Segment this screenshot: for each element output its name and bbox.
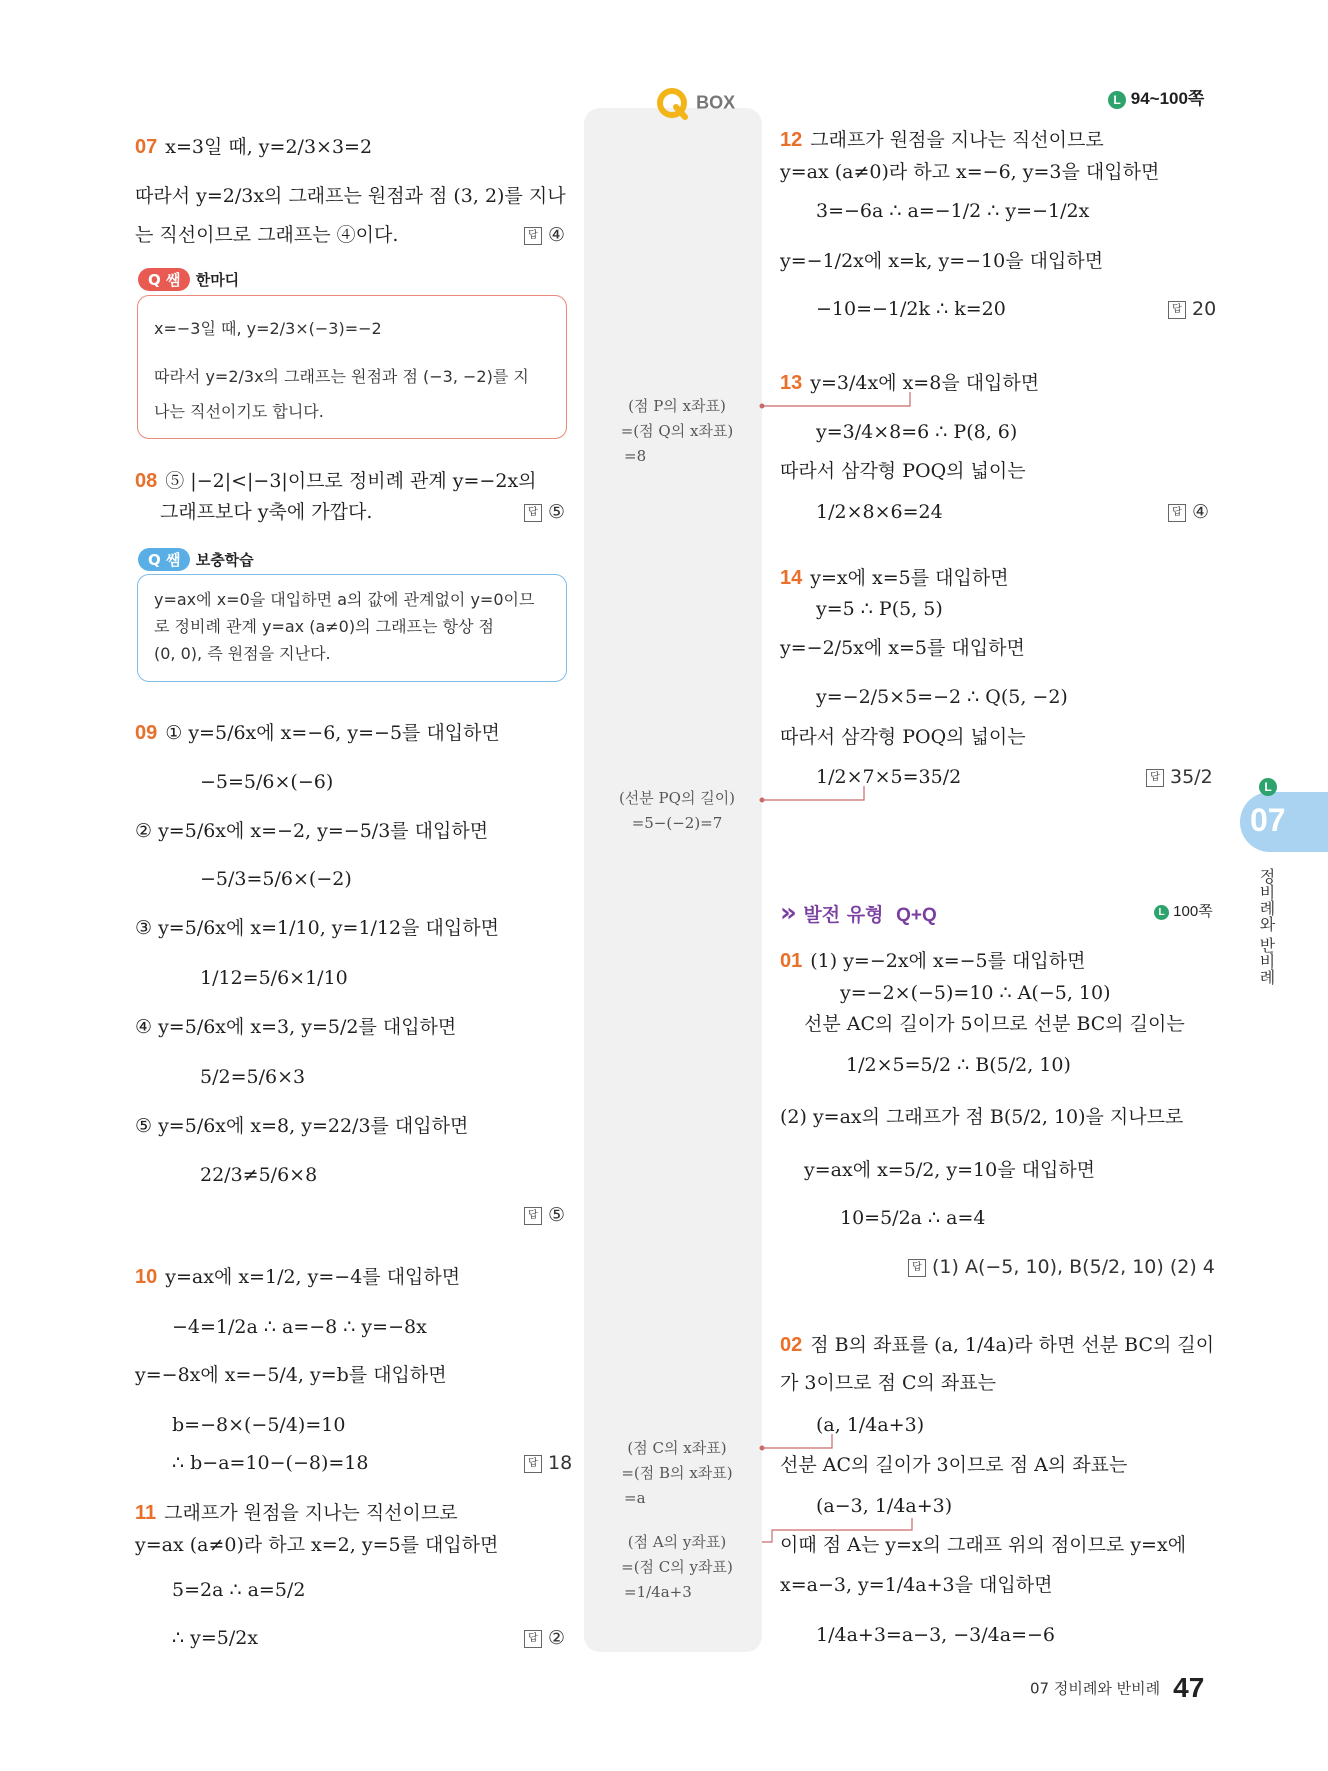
p02-line8: 1/4a+3=a−3, −3/4a=−6 bbox=[816, 1624, 1056, 1646]
p14-line1 bbox=[780, 563, 1009, 593]
p12-line1 bbox=[780, 125, 1104, 155]
answer-icon: 답 bbox=[908, 1259, 926, 1277]
answer-icon: 답 bbox=[524, 504, 542, 522]
problem-number: 07 bbox=[135, 136, 158, 158]
footer-chapter: 07 정비례와 반비례 bbox=[1030, 1679, 1161, 1698]
p11-line4: ∴ y=5/2x bbox=[172, 1627, 259, 1649]
p12-answer bbox=[1168, 294, 1216, 324]
p01-line4: 1/2×5=5/2 ∴ B(5/2, 10) bbox=[846, 1054, 1071, 1076]
p08-text1: ⑤ |−2|<|−3|이므로 정비례 관계 y=−2x의 bbox=[165, 470, 537, 492]
p12-line5: −10=−1/2k ∴ k=20 bbox=[816, 298, 1006, 320]
memo3-line3: =a bbox=[624, 1489, 646, 1507]
p13-answer-value: ④ bbox=[1192, 501, 1210, 523]
p14-line4: y=−2/5×5=−2 ∴ Q(5, −2) bbox=[816, 686, 1068, 708]
p02-line5: (a−3, 1/4a+3) bbox=[816, 1495, 953, 1517]
p09-line8: 5/2=5/6×3 bbox=[200, 1066, 306, 1088]
p14-line3: y=−2/5x에 x=5를 대입하면 bbox=[780, 637, 1025, 659]
p02-line2: 가 3이므로 점 C의 좌표는 bbox=[780, 1372, 996, 1394]
p13-line4: 1/2×8×6=24 bbox=[816, 501, 943, 523]
memo4-line1: (점 A의 y좌표) bbox=[627, 1533, 727, 1551]
p09-line2: −5=5/6×(−6) bbox=[200, 771, 334, 793]
p09-line5: ③ y=5/6x에 x=1/10, y=1/12을 대입하면 bbox=[135, 917, 499, 939]
callout2-title: 보충학습 bbox=[195, 551, 254, 569]
p07-line3: 는 직선이므로 그래프는 ④이다. bbox=[135, 224, 399, 246]
p01-text1: (1) y=−2x에 x=−5를 대입하면 bbox=[810, 950, 1086, 972]
p02-line7: x=a−3, y=1/4a+3을 대입하면 bbox=[780, 1574, 1053, 1596]
p02-line3: (a, 1/4a+3) bbox=[816, 1414, 925, 1436]
answer-icon: 답 bbox=[1146, 769, 1164, 787]
connector-dot bbox=[760, 1446, 765, 1451]
p12-line2: y=ax (a≠0)라 하고 x=−6, y=3을 대입하면 bbox=[780, 161, 1160, 183]
p09-line6: 1/12=5/6×1/10 bbox=[200, 967, 348, 989]
problem-number: 11 bbox=[135, 1502, 157, 1524]
callout1-line3: 나는 직선이기도 합니다. bbox=[154, 402, 324, 421]
answer-icon: 답 bbox=[524, 1630, 542, 1648]
chapter-tab-icon bbox=[1259, 776, 1277, 796]
footer bbox=[1030, 1672, 1204, 1704]
p02-line6: 이때 점 A는 y=x의 그래프 위의 점이므로 y=x에 bbox=[780, 1534, 1187, 1556]
lesson-icon: L bbox=[1108, 91, 1126, 109]
q-plus-q-logo: Q+Q bbox=[896, 905, 937, 926]
box-label: BOX bbox=[696, 92, 736, 113]
p14-line6: 1/2×7×5=35/2 bbox=[816, 766, 962, 788]
p12-line3: 3=−6a ∴ a=−1/2 ∴ y=−1/2x bbox=[816, 200, 1090, 222]
memo2-line2: =5−(−2)=7 bbox=[631, 814, 723, 832]
callout2-line3: (0, 0), 즉 원점을 지난다. bbox=[154, 644, 331, 663]
p01-line5: (2) y=ax의 그래프가 점 B(5/2, 10)을 지나므로 bbox=[780, 1106, 1184, 1128]
section-title: 발전 유형 bbox=[803, 904, 884, 926]
p12-line4: y=−1/2x에 x=k, y=−10을 대입하면 bbox=[780, 250, 1104, 272]
p09-line4: −5/3=5/6×(−2) bbox=[200, 868, 352, 890]
page-number: 47 bbox=[1173, 1672, 1205, 1703]
p14-text1: y=x에 x=5를 대입하면 bbox=[810, 567, 1009, 589]
page-reference-text: 94~100쪽 bbox=[1130, 89, 1205, 108]
p10-answer-value: 18 bbox=[548, 1452, 573, 1474]
p13-line2: y=3/4×8=6 ∴ P(8, 6) bbox=[816, 421, 1018, 443]
p02-line1 bbox=[780, 1330, 1214, 1360]
p14-answer bbox=[1146, 762, 1213, 792]
p10-line3: y=−8x에 x=−5/4, y=b를 대입하면 bbox=[135, 1364, 447, 1386]
p14-answer-value: 35/2 bbox=[1170, 766, 1213, 788]
p13-answer bbox=[1168, 497, 1209, 527]
p11-text1: 그래프가 원점을 지나는 직선이므로 bbox=[164, 1502, 458, 1524]
lesson-icon: L bbox=[1154, 905, 1169, 920]
p01-line1 bbox=[780, 946, 1085, 976]
callout2-line2: 로 정비례 관계 y=ax (a≠0)의 그래프는 항상 점 bbox=[154, 617, 495, 636]
section-page-text: 100쪽 bbox=[1173, 903, 1213, 920]
answer-icon: 답 bbox=[524, 1207, 542, 1225]
p08-answer-value: ⑤ bbox=[548, 501, 566, 523]
p09-line10: 22/3≠5/6×8 bbox=[200, 1164, 318, 1186]
problem-number: 09 bbox=[135, 722, 158, 744]
p12-text1: 그래프가 원점을 지나는 직선이므로 bbox=[810, 129, 1104, 151]
memo2-line1: (선분 PQ의 길이) bbox=[618, 789, 736, 807]
p14-line2: y=5 ∴ P(5, 5) bbox=[816, 598, 943, 620]
p08-line2: 그래프보다 y축에 가깝다. bbox=[160, 501, 373, 523]
p10-line2: −4=1/2a ∴ a=−8 ∴ y=−8x bbox=[172, 1316, 427, 1338]
p10-text1: y=ax에 x=1/2, y=−4를 대입하면 bbox=[165, 1266, 461, 1288]
p13-line3: 따라서 삼각형 POQ의 넓이는 bbox=[780, 460, 1026, 482]
problem-number: 08 bbox=[135, 470, 158, 492]
p01-line3: 선분 AC의 길이가 5이므로 선분 BC의 길이는 bbox=[804, 1013, 1185, 1035]
p14-line5: 따라서 삼각형 POQ의 넓이는 bbox=[780, 726, 1026, 748]
p11-answer-value: ② bbox=[548, 1627, 566, 1649]
p01-answer-value: (1) A(−5, 10), B(5/2, 10) (2) 4 bbox=[932, 1256, 1215, 1278]
p07-line2: 따라서 y=2/3x의 그래프는 원점과 점 (3, 2)를 지나 bbox=[135, 185, 566, 207]
p02-text1: 점 B의 좌표를 (a, 1/4a)라 하면 선분 BC의 길이 bbox=[810, 1334, 1215, 1356]
answer-icon: 답 bbox=[1168, 504, 1186, 522]
double-arrow-icon: » bbox=[780, 898, 797, 928]
answer-icon: 답 bbox=[1168, 301, 1186, 319]
p10-line4: b=−8×(−5/4)=10 bbox=[172, 1414, 346, 1436]
chapter-tab-number: 07 bbox=[1250, 802, 1286, 838]
p09-text1: ① y=5/6x에 x=−6, y=−5를 대입하면 bbox=[165, 722, 500, 744]
callout2-badge: Q 쌤 bbox=[138, 548, 190, 571]
section-page-ref bbox=[1154, 900, 1213, 921]
callout1-line2: 따라서 y=2/3x의 그래프는 원점과 점 (−3, −2)를 지 bbox=[154, 367, 529, 386]
section-header bbox=[780, 898, 937, 928]
p09-line3: ② y=5/6x에 x=−2, y=−5/3를 대입하면 bbox=[135, 820, 489, 842]
memo1-line2: =(점 Q의 x좌표) bbox=[620, 422, 734, 440]
callout2-line1: y=ax에 x=0을 대입하면 a의 값에 관계없이 y=0이므 bbox=[154, 590, 535, 609]
memo3-line1: (점 C의 x좌표) bbox=[627, 1439, 727, 1457]
memo4-line2: =(점 C의 y좌표) bbox=[621, 1558, 733, 1576]
p11-line2: y=ax (a≠0)라 하고 x=2, y=5를 대입하면 bbox=[135, 1534, 499, 1556]
connector-dot bbox=[760, 798, 765, 803]
p13-text1: y=3/4x에 x=8을 대입하면 bbox=[810, 372, 1040, 394]
callout1-line1: x=−3일 때, y=2/3×(−3)=−2 bbox=[154, 319, 382, 338]
p01-line2: y=−2×(−5)=10 ∴ A(−5, 10) bbox=[840, 982, 1111, 1004]
memo1-line3: =8 bbox=[624, 447, 647, 465]
problem-number: 02 bbox=[780, 1334, 803, 1356]
problem-number: 12 bbox=[780, 129, 803, 151]
answer-icon: 답 bbox=[524, 1455, 542, 1473]
answer-icon: 답 bbox=[524, 227, 542, 245]
p11-line3: 5=2a ∴ a=5/2 bbox=[172, 1579, 306, 1601]
p01-answer bbox=[908, 1252, 1215, 1282]
p09-answer-value: ⑤ bbox=[548, 1204, 566, 1226]
p13-line1 bbox=[780, 368, 1039, 398]
callout1-title: 한마디 bbox=[195, 271, 240, 289]
problem-number: 01 bbox=[780, 950, 803, 972]
problem-number: 10 bbox=[135, 1266, 158, 1288]
memo4-line3: =1/4a+3 bbox=[624, 1583, 692, 1601]
p12-answer-value: 20 bbox=[1192, 298, 1217, 320]
p07-text1: x=3일 때, y=2/3×3=2 bbox=[165, 136, 373, 158]
p07-answer-value: ④ bbox=[548, 224, 566, 246]
memo1-line1: (점 P의 x좌표) bbox=[628, 397, 726, 415]
p02-line4: 선분 AC의 길이가 3이므로 점 A의 좌표는 bbox=[780, 1454, 1128, 1476]
connector-dot bbox=[760, 404, 765, 409]
callout1-badge: Q 쌤 bbox=[138, 268, 190, 291]
p01-line7: 10=5/2a ∴ a=4 bbox=[840, 1207, 986, 1229]
p09-line9: ⑤ y=5/6x에 x=8, y=22/3를 대입하면 bbox=[135, 1115, 469, 1137]
problem-number: 14 bbox=[780, 567, 803, 589]
p09-line7: ④ y=5/6x에 x=3, y=5/2를 대입하면 bbox=[135, 1016, 457, 1038]
chapter-tab-title: 정비례와 반비례 bbox=[1257, 868, 1276, 986]
p10-line5: ∴ b−a=10−(−8)=18 bbox=[172, 1452, 369, 1474]
p01-line6: y=ax에 x=5/2, y=10을 대입하면 bbox=[804, 1159, 1096, 1181]
lesson-icon: L bbox=[1259, 778, 1277, 796]
memo3-line2: =(점 B의 x좌표) bbox=[621, 1464, 733, 1482]
problem-number: 13 bbox=[780, 372, 803, 394]
